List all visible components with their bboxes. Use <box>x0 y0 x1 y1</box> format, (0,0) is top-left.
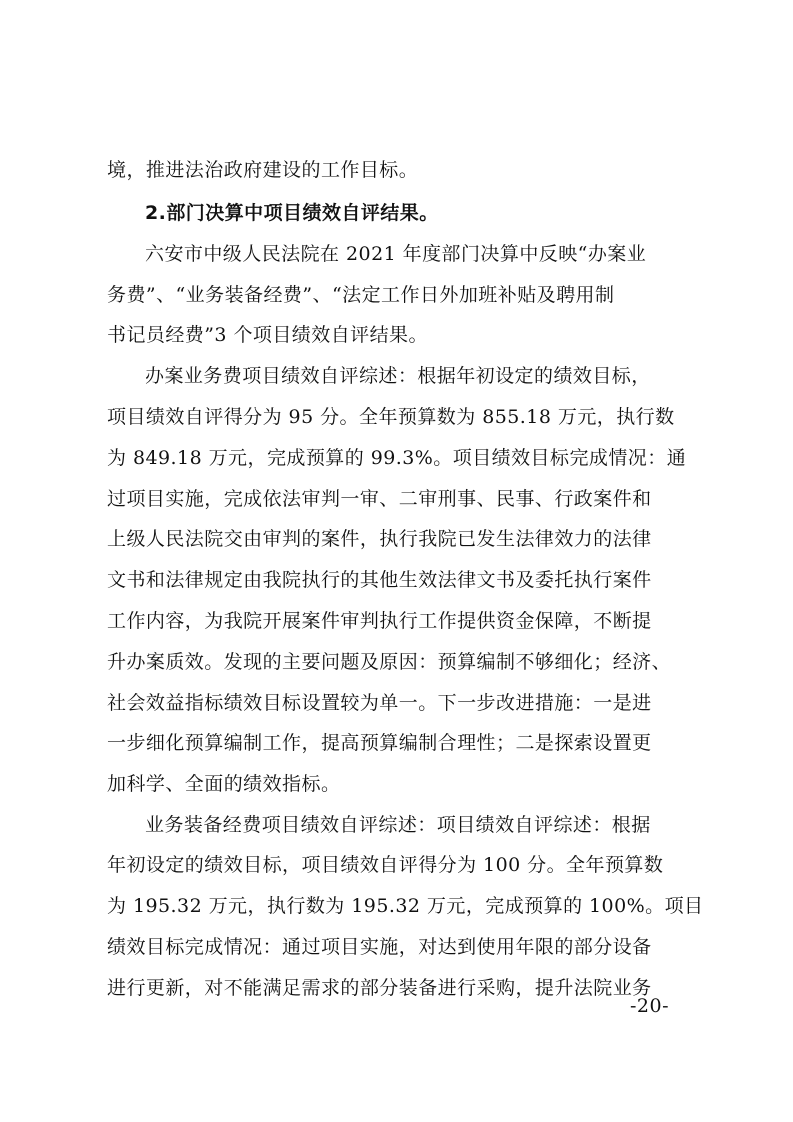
body-text-line: 办案业务费项目绩效自评综述：根据年初设定的绩效目标， <box>145 365 651 387</box>
body-text-line: 社会效益指标绩效目标设置较为单一。下一步改进措施：一是进 <box>107 692 652 714</box>
body-text-line: 加科学、全面的绩效指标。 <box>107 773 341 795</box>
body-text-line: 为 195.32 万元，执行数为 195.32 万元，完成预算的 100%。项目 <box>107 895 704 917</box>
page-number: -20- <box>630 995 670 1017</box>
section-heading: 2.部门决算中项目绩效自评结果。 <box>145 202 439 224</box>
body-text-line: 境，推进法治政府建设的工作目标。 <box>107 159 419 181</box>
body-text-line: 工作内容，为我院开展案件审判执行工作提供资金保障，不断提 <box>107 610 652 632</box>
body-text-line: 项目绩效自评得分为 95 分。全年预算数为 855.18 万元，执行数 <box>107 406 675 428</box>
body-text-line: 升办案质效。发现的主要问题及原因：预算编制不够细化；经济、 <box>107 651 672 673</box>
body-text-line: 书记员经费”3 个项目绩效自评结果。 <box>107 324 428 346</box>
body-text-line: 绩效目标完成情况：通过项目实施，对达到使用年限的部分设备 <box>107 936 652 958</box>
body-text-line: 上级人民法院交由审判的案件，执行我院已发生法律效力的法律 <box>107 528 652 550</box>
body-text-line: 文书和法律规定由我院执行的其他生效法律文书及委托执行案件 <box>107 569 652 591</box>
body-text-line: 为 849.18 万元，完成预算的 99.3%。项目绩效目标完成情况：通 <box>107 447 687 469</box>
body-text-line: 年初设定的绩效目标，项目绩效自评得分为 100 分。全年预算数 <box>107 854 664 876</box>
body-text-line: 务费”、“业务装备经费”、“法定工作日外加班补贴及聘用制 <box>107 284 615 306</box>
body-text-line: 业务装备经费项目绩效自评综述：项目绩效自评综述：根据 <box>145 814 651 836</box>
body-text-line: 过项目实施，完成依法审判一审、二审刑事、民事、行政案件和 <box>107 488 652 510</box>
body-text-line: 一步细化预算编制工作，提高预算编制合理性；二是探索设置更 <box>107 732 652 754</box>
body-text-line: 六安市中级人民法院在 2021 年度部门决算中反映“办案业 <box>145 243 647 265</box>
body-text-line: 进行更新，对不能满足需求的部分装备进行采购，提升法院业务 <box>107 977 652 999</box>
